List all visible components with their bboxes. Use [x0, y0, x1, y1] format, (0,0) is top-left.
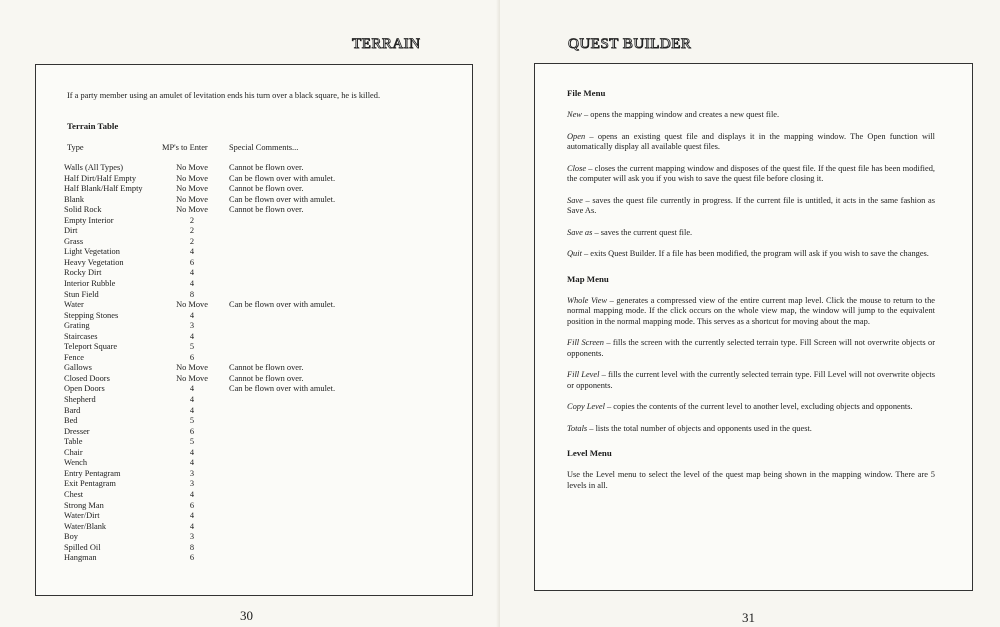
row-mp: No Move	[176, 194, 208, 204]
row-type: Empty Interior	[64, 215, 114, 225]
row-mp: 4	[189, 247, 195, 257]
row-type: Water/Dirt	[64, 511, 100, 521]
row-type: Closed Doors	[64, 373, 110, 383]
terrain-table-body	[36, 163, 472, 564]
row-mp: 6	[189, 352, 195, 362]
menu-item-term: Copy Level	[567, 402, 605, 411]
table-row	[36, 226, 472, 237]
table-row	[36, 469, 472, 480]
table-row	[36, 258, 472, 269]
menu-item-description	[567, 424, 935, 435]
menu-item-text: – lists the total number of objects and opponents used in the quest.	[587, 423, 812, 433]
table-row	[36, 416, 472, 427]
menu-item-description	[567, 228, 935, 239]
menu-item-description	[567, 402, 935, 413]
row-mp: 6	[189, 500, 195, 510]
menu-item-text: – opens an existing quest file and displays it in the mapping window. The Open function will automatically display all available quest files.	[567, 131, 935, 151]
row-mp: 2	[189, 236, 195, 246]
table-row	[36, 395, 472, 406]
table-row	[36, 342, 472, 353]
menu-item-term: Open	[567, 131, 586, 141]
table-row	[36, 553, 472, 564]
row-mp: 8	[189, 542, 195, 552]
row-type: Shepherd	[64, 395, 96, 405]
menu-descriptions	[567, 88, 935, 491]
column-header-type: Type	[67, 143, 84, 152]
row-type: Dirt	[64, 226, 78, 236]
row-type: Stun Field	[64, 289, 99, 299]
row-mp: 4	[189, 447, 195, 457]
menu-item-description	[567, 249, 935, 260]
quest-builder-heading: QUEST BUILDER	[568, 36, 692, 52]
table-row	[36, 311, 472, 322]
row-mp: 3	[189, 468, 195, 478]
row-mp: 4	[189, 331, 195, 341]
row-comment: Cannot be flown over.	[229, 363, 304, 373]
menu-item-text: – exits Quest Builder. If a file has been modified, the program will ask if you wish to save the changes.	[581, 249, 929, 258]
row-type: Bard	[64, 405, 81, 415]
row-mp: 5	[189, 342, 195, 352]
menu-item-term: New	[567, 110, 582, 119]
table-row	[36, 205, 472, 216]
right-page	[500, 0, 1000, 627]
menu-item-description	[567, 132, 935, 153]
row-type: Table	[64, 437, 83, 447]
row-mp: 4	[189, 310, 195, 320]
table-row	[36, 247, 472, 258]
row-mp: 6	[189, 257, 195, 267]
row-type: Rocky Dirt	[64, 268, 102, 278]
map-menu-title: Map Menu	[567, 273, 609, 284]
row-type: Gallows	[64, 363, 92, 373]
menu-item-description	[567, 370, 935, 391]
table-row	[36, 216, 472, 227]
row-type: Fence	[64, 352, 84, 362]
row-mp: No Move	[176, 205, 208, 215]
table-row	[36, 279, 472, 290]
menu-item-term: Totals	[567, 423, 588, 433]
row-comment: Cannot be flown over.	[229, 373, 304, 383]
table-row	[36, 406, 472, 417]
row-type: Chest	[64, 489, 84, 499]
row-mp: 8	[189, 289, 195, 299]
row-comment: Cannot be flown over.	[229, 205, 304, 215]
menu-item-term: Whole View	[567, 295, 608, 305]
row-type: Blank	[64, 194, 85, 204]
row-type: Light Vegetation	[64, 247, 120, 257]
menu-item-text: – saves the current quest file.	[592, 227, 693, 237]
menu-item-term: Fill Screen	[567, 338, 604, 347]
table-row	[36, 195, 472, 206]
table-row	[36, 437, 472, 448]
menu-item-text: – saves the quest file currently in progress. If the current file is untitled, it acts in the same fashion as Save As.	[567, 195, 935, 215]
table-row	[36, 511, 472, 522]
row-mp: No Move	[176, 300, 208, 310]
row-type: Bed	[64, 416, 78, 426]
table-row	[36, 479, 472, 490]
row-mp: 6	[189, 426, 195, 436]
row-type: Exit Pentagram	[64, 479, 116, 489]
row-mp: 4	[189, 395, 195, 405]
menu-item-description	[567, 196, 935, 217]
row-type: Open Doors	[64, 384, 105, 394]
row-comment: Can be flown over with amulet.	[229, 300, 336, 310]
menu-item-term: Save	[567, 195, 583, 205]
row-mp: 4	[189, 384, 195, 394]
page-number-left: 30	[240, 608, 253, 623]
row-comment: Cannot be flown over.	[229, 163, 304, 172]
row-type: Boy	[64, 532, 78, 542]
page-number-right: 31	[742, 610, 755, 625]
row-mp: 6	[189, 553, 195, 563]
levitation-note: If a party member using an amulet of levitation ends his turn over a black square, he is killed.	[67, 91, 381, 100]
row-type: Half Blank/Half Empty	[64, 184, 143, 194]
menu-item-text: – generates a compressed view of the entire current map level. Click the mouse to return to the normal mapping mode. If the click occurs on the whole view map, the window will jump to the equivalent position in the normal mapping mode. This serves as a shortcut for moving about the map.	[567, 295, 935, 326]
table-row	[36, 321, 472, 332]
table-row	[36, 332, 472, 343]
menu-item-term: Close	[567, 163, 587, 173]
column-header-comment: Special Comments...	[229, 143, 299, 152]
terrain-table-title: Terrain Table	[67, 121, 119, 131]
row-mp: 2	[189, 226, 195, 236]
row-type: Spilled Oil	[64, 542, 101, 552]
row-mp: 4	[189, 458, 195, 468]
row-comment: Cannot be flown over.	[229, 184, 304, 194]
row-mp: 5	[189, 437, 195, 447]
table-row	[36, 163, 472, 174]
row-type: Hangman	[64, 553, 97, 563]
row-type: Entry Pentagram	[64, 468, 121, 478]
table-row	[36, 522, 472, 533]
menu-item-description	[567, 110, 935, 121]
terrain-heading: TERRAIN	[352, 36, 421, 52]
row-mp: 2	[189, 215, 195, 225]
row-mp: 3	[189, 479, 195, 489]
table-row	[36, 363, 472, 374]
row-mp: 5	[189, 416, 195, 426]
map-menu-items	[567, 296, 935, 435]
table-row	[36, 501, 472, 512]
row-type: Stepping Stones	[64, 310, 119, 320]
menu-item-text: – closes the current mapping window and disposes of the quest file. If the quest file has been modified, the computer will ask you if you wish to save the quest file before closing it.	[567, 163, 935, 183]
table-row	[36, 490, 472, 501]
menu-item-text: – opens the mapping window and creates a new quest file.	[581, 110, 780, 119]
table-row	[36, 353, 472, 364]
row-type: Staircases	[64, 331, 98, 341]
table-row	[36, 543, 472, 554]
row-type: Grass	[64, 236, 84, 246]
row-mp: No Move	[176, 173, 208, 183]
level-menu-title: Level Menu	[567, 448, 612, 458]
row-type: Teleport Square	[64, 342, 118, 352]
row-type: Walls (All Types)	[64, 163, 124, 172]
row-mp: 4	[189, 279, 195, 289]
row-type: Heavy Vegetation	[64, 257, 124, 267]
table-row	[36, 458, 472, 469]
quest-builder-box	[534, 63, 973, 591]
row-type: Dresser	[64, 426, 90, 436]
menu-item-term: Fill Level	[567, 370, 600, 379]
table-row	[36, 374, 472, 385]
row-mp: No Move	[176, 373, 208, 383]
table-row	[36, 174, 472, 185]
table-row	[36, 448, 472, 459]
row-mp: 4	[189, 405, 195, 415]
row-mp: 3	[189, 321, 195, 331]
table-row	[36, 290, 472, 301]
row-comment: Can be flown over with amulet.	[229, 384, 336, 394]
menu-item-text: – copies the contents of the current level to another level, excluding objects and opponents.	[604, 402, 913, 411]
table-row	[36, 300, 472, 311]
file-menu-title: File Menu	[567, 88, 606, 98]
row-comment: Can be flown over with amulet.	[229, 173, 336, 183]
row-mp: 3	[189, 532, 195, 542]
row-mp: No Move	[176, 163, 208, 172]
table-row	[36, 268, 472, 279]
menu-item-term: Save as	[567, 227, 593, 237]
table-row	[36, 384, 472, 395]
row-type: Half Dirt/Half Empty	[64, 173, 137, 183]
row-type: Water/Blank	[64, 521, 107, 531]
menu-item-description	[567, 164, 935, 185]
table-row	[36, 427, 472, 438]
row-mp: 4	[189, 511, 195, 521]
row-mp: 4	[189, 521, 195, 531]
row-type: Strong Man	[64, 500, 104, 510]
terrain-box	[35, 64, 473, 596]
row-comment: Can be flown over with amulet.	[229, 194, 336, 204]
menu-item-term: Quit	[567, 249, 582, 258]
column-header-mp: MP's to Enter	[162, 143, 208, 152]
file-menu-items	[567, 110, 935, 260]
row-type: Water	[64, 300, 84, 310]
row-type: Interior Rubble	[64, 279, 116, 289]
menu-item-text: – fills the screen with the currently selected terrain type. Fill Screen will not overwrite objects or opponents.	[567, 338, 935, 358]
row-mp: 4	[189, 489, 195, 499]
row-type: Grating	[64, 321, 90, 331]
table-row	[36, 532, 472, 543]
row-type: Solid Rock	[64, 205, 102, 215]
row-mp: No Move	[176, 363, 208, 373]
menu-item-text: – fills the current level with the currently selected terrain type. Fill Level will not overwrite objects or opponents.	[567, 370, 935, 390]
row-mp: 4	[189, 268, 195, 278]
row-mp: No Move	[176, 184, 208, 194]
table-row	[36, 237, 472, 248]
table-row	[36, 184, 472, 195]
menu-item-description	[567, 338, 935, 359]
row-type: Wench	[64, 458, 88, 468]
level-menu-text: Use the Level menu to select the level of the quest map being shown in the mapping window. There are 5 levels in all.	[567, 470, 935, 490]
menu-item-description	[567, 296, 935, 328]
row-type: Chair	[64, 447, 83, 457]
